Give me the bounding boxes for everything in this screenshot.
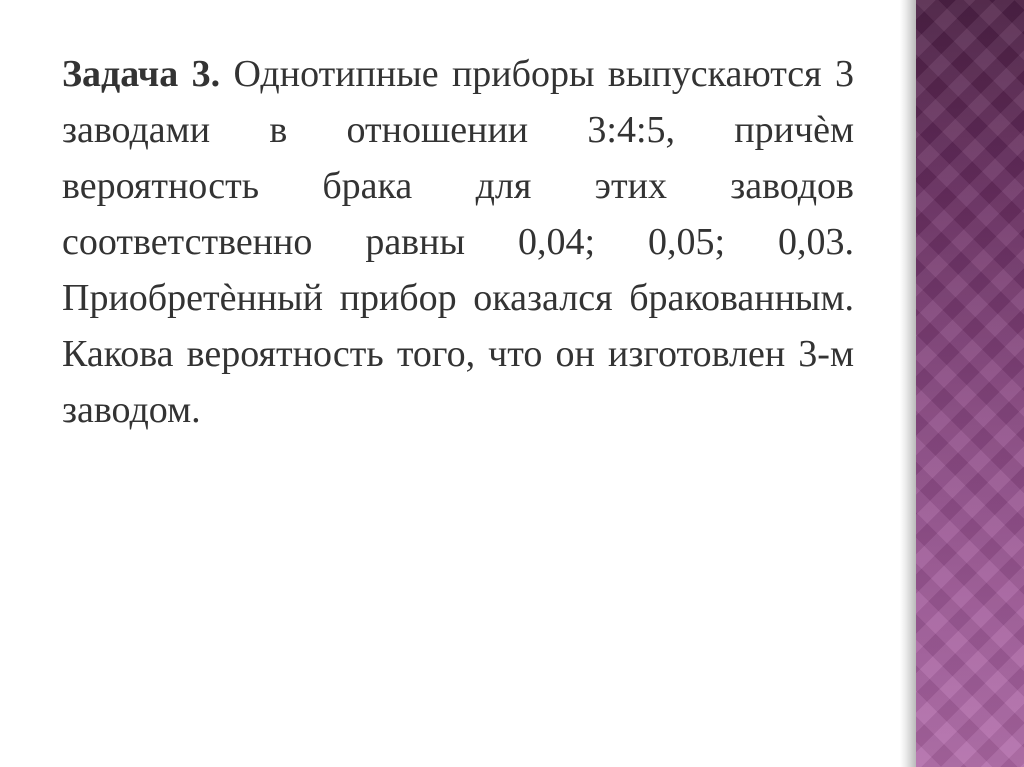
problem-body: Однотипные приборы выпускаются 3 заводами в отношении 3:4:5, причѐм вероятность брака для этих заводов соответственно равны 0,04; 0,05; 0,03. Приобретѐнный прибор оказался бракованным. Какова вероятность того, что он изготовлен 3-м заводом.: [62, 53, 855, 431]
slide-edge-shadow: [900, 0, 916, 767]
decorative-purple-band: [916, 0, 1024, 767]
problem-label: Задача 3.: [62, 53, 221, 95]
problem-statement: [62, 46, 854, 438]
